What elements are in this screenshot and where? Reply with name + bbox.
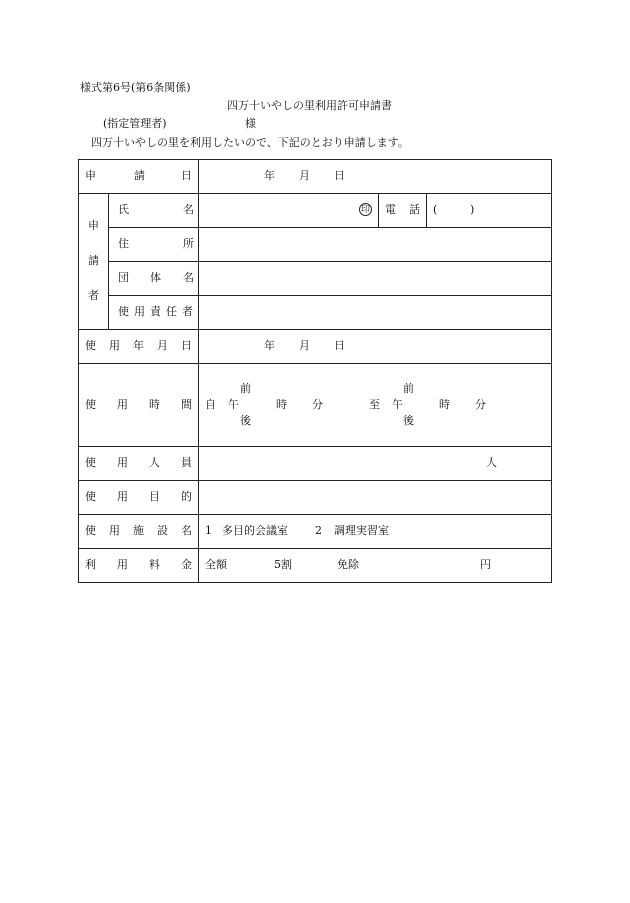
name-label-char: 氏 xyxy=(118,203,129,216)
month-unit: 月 xyxy=(299,169,310,182)
start-am: 前 xyxy=(240,382,251,395)
addressee: (指定管理者) xyxy=(103,117,167,130)
label-char: 使 xyxy=(85,398,96,411)
people-unit: 人 xyxy=(486,456,497,469)
label-char: 目 xyxy=(149,490,160,503)
label-char: 使 xyxy=(85,456,96,469)
start-minute-unit: 分 xyxy=(312,398,323,411)
facility-option-1: 多目的会議室 xyxy=(222,524,288,537)
label-char: 用 xyxy=(117,456,128,469)
fee-option-half: 5割 xyxy=(274,558,292,571)
from-label: 自 xyxy=(205,398,216,411)
label-char: 用 xyxy=(109,339,120,352)
group-label-char: 申 xyxy=(88,219,99,232)
form-number: 様式第6号(第6条関係) xyxy=(80,81,191,94)
name-label-char: 名 xyxy=(183,203,194,216)
day-unit: 日 xyxy=(334,169,345,182)
start-hour-unit: 時 xyxy=(276,398,287,411)
year-unit: 年 xyxy=(264,339,275,352)
facility-option-2-number: 2 xyxy=(315,524,322,537)
org-label-char: 名 xyxy=(183,271,194,284)
label-char: 金 xyxy=(181,558,192,571)
intro-text: 四万十いやしの里を利用したいので、下記のとおり申請します。 xyxy=(91,136,409,149)
label-char: 日 xyxy=(181,169,192,182)
label-char: 月 xyxy=(157,339,168,352)
label-char: 的 xyxy=(181,490,192,503)
addressee-honorific: 様 xyxy=(245,117,256,130)
label-char: 料 xyxy=(149,558,160,571)
label-char: 用 xyxy=(117,558,128,571)
month-unit: 月 xyxy=(299,339,310,352)
label-char: 時 xyxy=(149,398,160,411)
phone-paren-close: ) xyxy=(470,203,475,216)
fee-option-exempt: 免除 xyxy=(337,558,359,571)
phone-label-char: 電 xyxy=(385,203,396,216)
label-char: 用 xyxy=(109,524,120,537)
start-go: 午 xyxy=(228,398,239,411)
phone-paren-open: ( xyxy=(433,203,438,216)
label-char: 申 xyxy=(85,169,96,182)
end-pm: 後 xyxy=(403,414,414,427)
facility-option-2: 調理実習室 xyxy=(334,524,389,537)
end-go: 午 xyxy=(392,398,403,411)
label-char: 間 xyxy=(181,398,192,411)
yen-unit: 円 xyxy=(480,558,491,571)
fee-option-full: 全額 xyxy=(205,558,227,571)
manager-label-char: 責 xyxy=(150,305,161,318)
group-label-char: 者 xyxy=(88,289,99,302)
org-label-char: 団 xyxy=(118,271,129,284)
day-unit: 日 xyxy=(334,339,345,352)
manager-label-char: 者 xyxy=(182,305,193,318)
label-char: 年 xyxy=(133,339,144,352)
end-am: 前 xyxy=(403,382,414,395)
manager-label-char: 任 xyxy=(166,305,177,318)
label-char: 用 xyxy=(117,490,128,503)
label-char: 使 xyxy=(85,339,96,352)
label-char: 人 xyxy=(149,456,160,469)
label-char: 設 xyxy=(157,524,168,537)
address-label-char: 住 xyxy=(118,237,129,250)
label-char: 使 xyxy=(85,490,96,503)
label-char: 施 xyxy=(133,524,144,537)
label-char: 請 xyxy=(134,169,145,182)
manager-label-char: 使 xyxy=(118,305,129,318)
label-char: 員 xyxy=(181,456,192,469)
facility-option-1-number: 1 xyxy=(205,524,212,537)
end-minute-unit: 分 xyxy=(475,398,486,411)
manager-label-char: 用 xyxy=(134,305,145,318)
document-title: 四万十いやしの里利用許可申請書 xyxy=(227,99,392,112)
label-char: 名 xyxy=(181,524,192,537)
label-char: 用 xyxy=(117,398,128,411)
group-label-char: 請 xyxy=(88,254,99,267)
seal-mark: 印 xyxy=(360,205,370,215)
address-label-char: 所 xyxy=(183,237,194,250)
phone-label-char: 話 xyxy=(409,203,420,216)
end-hour-unit: 時 xyxy=(439,398,450,411)
org-label-char: 体 xyxy=(150,271,161,284)
label-char: 日 xyxy=(181,339,192,352)
year-unit: 年 xyxy=(264,169,275,182)
start-pm: 後 xyxy=(240,414,251,427)
to-label: 至 xyxy=(369,398,380,411)
label-char: 使 xyxy=(85,524,96,537)
label-char: 利 xyxy=(85,558,96,571)
